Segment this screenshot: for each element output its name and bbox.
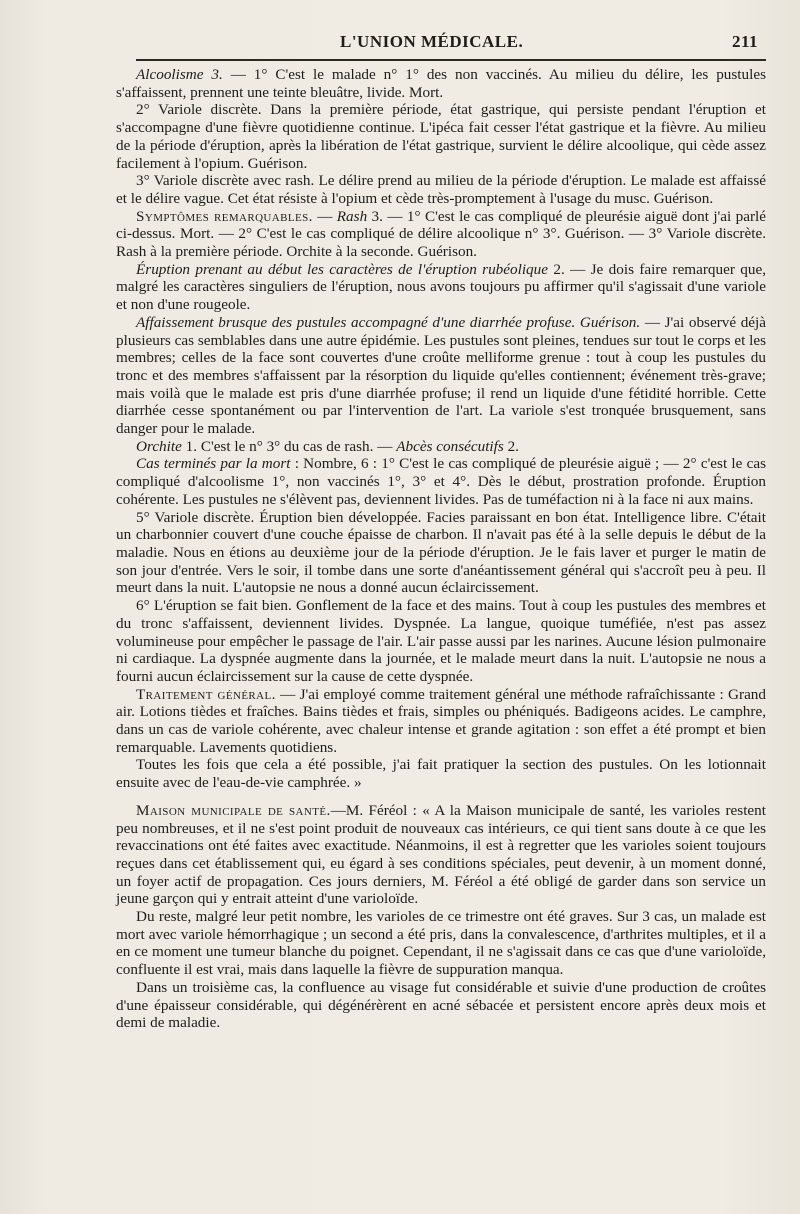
text-run: — 1° C'est le malade n° 1° des non vaccinés. Au milieu du délire, les pustules s'affaissent, prennent une teinte bleuâtre, livide. Mort. [116,66,766,101]
paragraph [116,756,766,791]
italic-run: Abcès consécutifs [396,437,504,455]
text-run: —M. Féréol : « A la Maison municipale de santé, les varioles restent peu nombreuses, et il ne s'est point produit de nouveaux cas intérieurs, ce qui tient sans doute à ce que les revaccinations ont été faites avec exactitude. Néanmoins, il est à regretter que les varioles soient toujours reçues dans cet établissement qui, eu égard à ses conditions spéciales, peut devenir, à un moment donné, un foyer actif de propagation. Ces jours derniers, M. Féréol a été obligé de garder dans son service un jeune garçon qui y entrait atteint d'une varioloïde. [116,801,766,908]
section-heading: Maison municipale de santé. [136,801,331,819]
text-run: Dans un troisième cas, la confluence au visage fut considérable et suivie d'une production de croûtes d'une épaisseur considérable, qui dégénérèrent en acné sébacée et persistent encore après deux mois et demi de maladie. [116,978,766,1032]
section-heading: Symptômes remarquables. [136,207,313,225]
paragraph [116,802,766,908]
text-run: 2° Variole discrète. Dans la première période, état gastrique, qui persiste pendant l'éruption et s'accompagne d'une fièvre quotidienne continue. L'ipéca fait cesser l'état gastrique et la fièvre. Au milieu de la période d'éruption, après la libération de l'état gastrique, survient le délire alcoolique, qui cède assez facilement à l'opium. Guérison. [116,101,766,172]
text-run: : Nombre, 6 : 1° C'est le cas compliqué de pleurésie aiguë ; — 2° c'est le cas compliqué d'alcoolisme 1°, non vaccinés 1°, 3° et 4°. Dès le début, prostration profonde. Éruption cohérente. Les pustules ne s'élèvent pas, deviennent livides. Pas de tuméfaction ni à la face ni aux mains. [116,455,766,508]
header-rule [136,59,766,61]
text-run: — J'ai employé comme traitement général une méthode rafraîchissante : Grand air. Lotions tièdes et fraîches. Bains tièdes et frais, simples ou phéniqués. Badigeons acides. Le camphre, dans un cas de variole cohérente, avec chaleur intense et grande agitation : son effet a été prompt et bien remarquable. Lavements quotidiens. [116,685,766,756]
document-body [116,66,766,1032]
paragraph [116,101,766,172]
paragraph [116,314,766,438]
paragraph [116,908,766,979]
text-run: 1. C'est le n° 3° du cas de rash. — [181,437,397,455]
text-run: — J'ai observé déjà plusieurs cas semblables dans une autre épidémie. Les pustules sont pleines, tendues sur tout le corps et les membres; celles de la face sont couvertes d'une croûte melliforme grenue : tout à coup les pustules du tronc et des membres s'affaissent par la résorption du liquide qu'elles contiennent; événement très-grave; mais voilà que le malade est pris d'une diarrhée profuse; il rend un liquide d'une fétidité horrible. Cette diarrhée cesse spontanément ou par l'intervention de l'art. La variole s'est tronquée brusquement, sans danger pour le malade. [116,313,766,438]
paragraph [116,208,766,261]
paragraph [116,455,766,508]
section-heading: Traitement général. [136,685,276,703]
page-header [140,30,780,56]
italic-run: Orchite [136,437,182,455]
text-run: 6° L'éruption se fait bien. Gonflement de la face et des mains. Tout à coup les pustules des membres et du tronc s'affaissent, deviennent livides. Dyspnée. La langue, quoique tuméfiée, n'est pas assez volumineuse pour empêcher le passage de l'air. L'air passe aussi par les narines. Aucune lésion pulmonaire ni cardiaque. La dyspnée augmente dans la journée, et le malade meurt dans la nuit. L'autopsie ne nous a fourni aucun éclaircissement sur la cause de cette dyspnée. [116,597,766,685]
text-run: Du reste, malgré leur petit nombre, les varioles de ce trimestre ont été graves. Sur 3 cas, un malade est mort avec variole hémorrhagique ; un second a été pris, dans la convalescence, d'arthrites multiples, et il a en ce moment une tumeur blanche du poignet. Cependant, il ne s'agissait dans ce cas que d'une varioloïde, confluente il est vrai, mais dans laquelle la fièvre de suppuration manqua. [116,908,766,979]
page-number: 211 [731,32,758,51]
italic-run: Alcoolisme 3. [136,66,223,83]
text-run: 3° Variole discrète avec rash. Le délire prend au milieu de la période d'éruption. Le malade est affaissé et le délire vague. Cet état résiste à l'opium et cède très-promptement à l'usage du musc. Guérison. [116,172,766,207]
section-gap [116,792,766,802]
italic-run: Éruption prenant au début les caractères de l'éruption rubéolique [136,260,548,278]
paragraph [116,686,766,757]
paragraph [116,261,766,314]
text-run: — [312,207,337,225]
paragraph [116,597,766,686]
text-run: Toutes les fois que cela a été possible, j'ai fait pratiquer la section des pustules. On les lotionnait ensuite avec de l'eau-de-vie camphrée. » [116,756,766,792]
text-run: 3. — 1° C'est le cas compliqué de pleurésie aiguë dont j'ai parlé ci-dessus. Mort. — 2° C'est le cas compliqué de délire alcoolique n° 3°. Guérison. — 3° Variole discrète. Rash à la première période. Orchite à la seconde. Guérison. [116,207,766,261]
paragraph [116,509,766,598]
running-title: L'UNION MÉDICALE. [340,32,524,51]
text-run: 5° Variole discrète. Éruption bien développée. Facies paraissant en bon état. Intelligence libre. C'était un charbonnier couvert d'une couche épaisse de charbon. Il n'avait pas été à la selle depuis le début de la maladie. Nous en étions au deuxième jour de la période d'éruption. Je le fais laver et purger le matin de son jour d'entrée. Vers le soir, il tombe dans une sorte d'anéantissement général qui s'accroît peu à peu. Il meurt dans la nuit. L'autopsie ne nous a donné aucun éclaircissement. [116,508,766,597]
text-run: 2. — Je dois faire remarquer que, malgré les caractères singuliers de l'éruption, nous avons toujours pu affirmer qu'il s'agissait d'une variole et non d'une rougeole. [116,260,766,314]
italic-run: Rash [336,207,368,225]
paragraph [116,979,766,1032]
paragraph [116,66,766,101]
paragraph [116,438,766,456]
paragraph [116,172,766,207]
italic-run: Affaissement brusque des pustules accompagné d'une diarrhée profuse. Guérison. [136,313,641,331]
text-run: 2. [503,437,519,455]
italic-run: Cas terminés par la mort [136,455,291,473]
